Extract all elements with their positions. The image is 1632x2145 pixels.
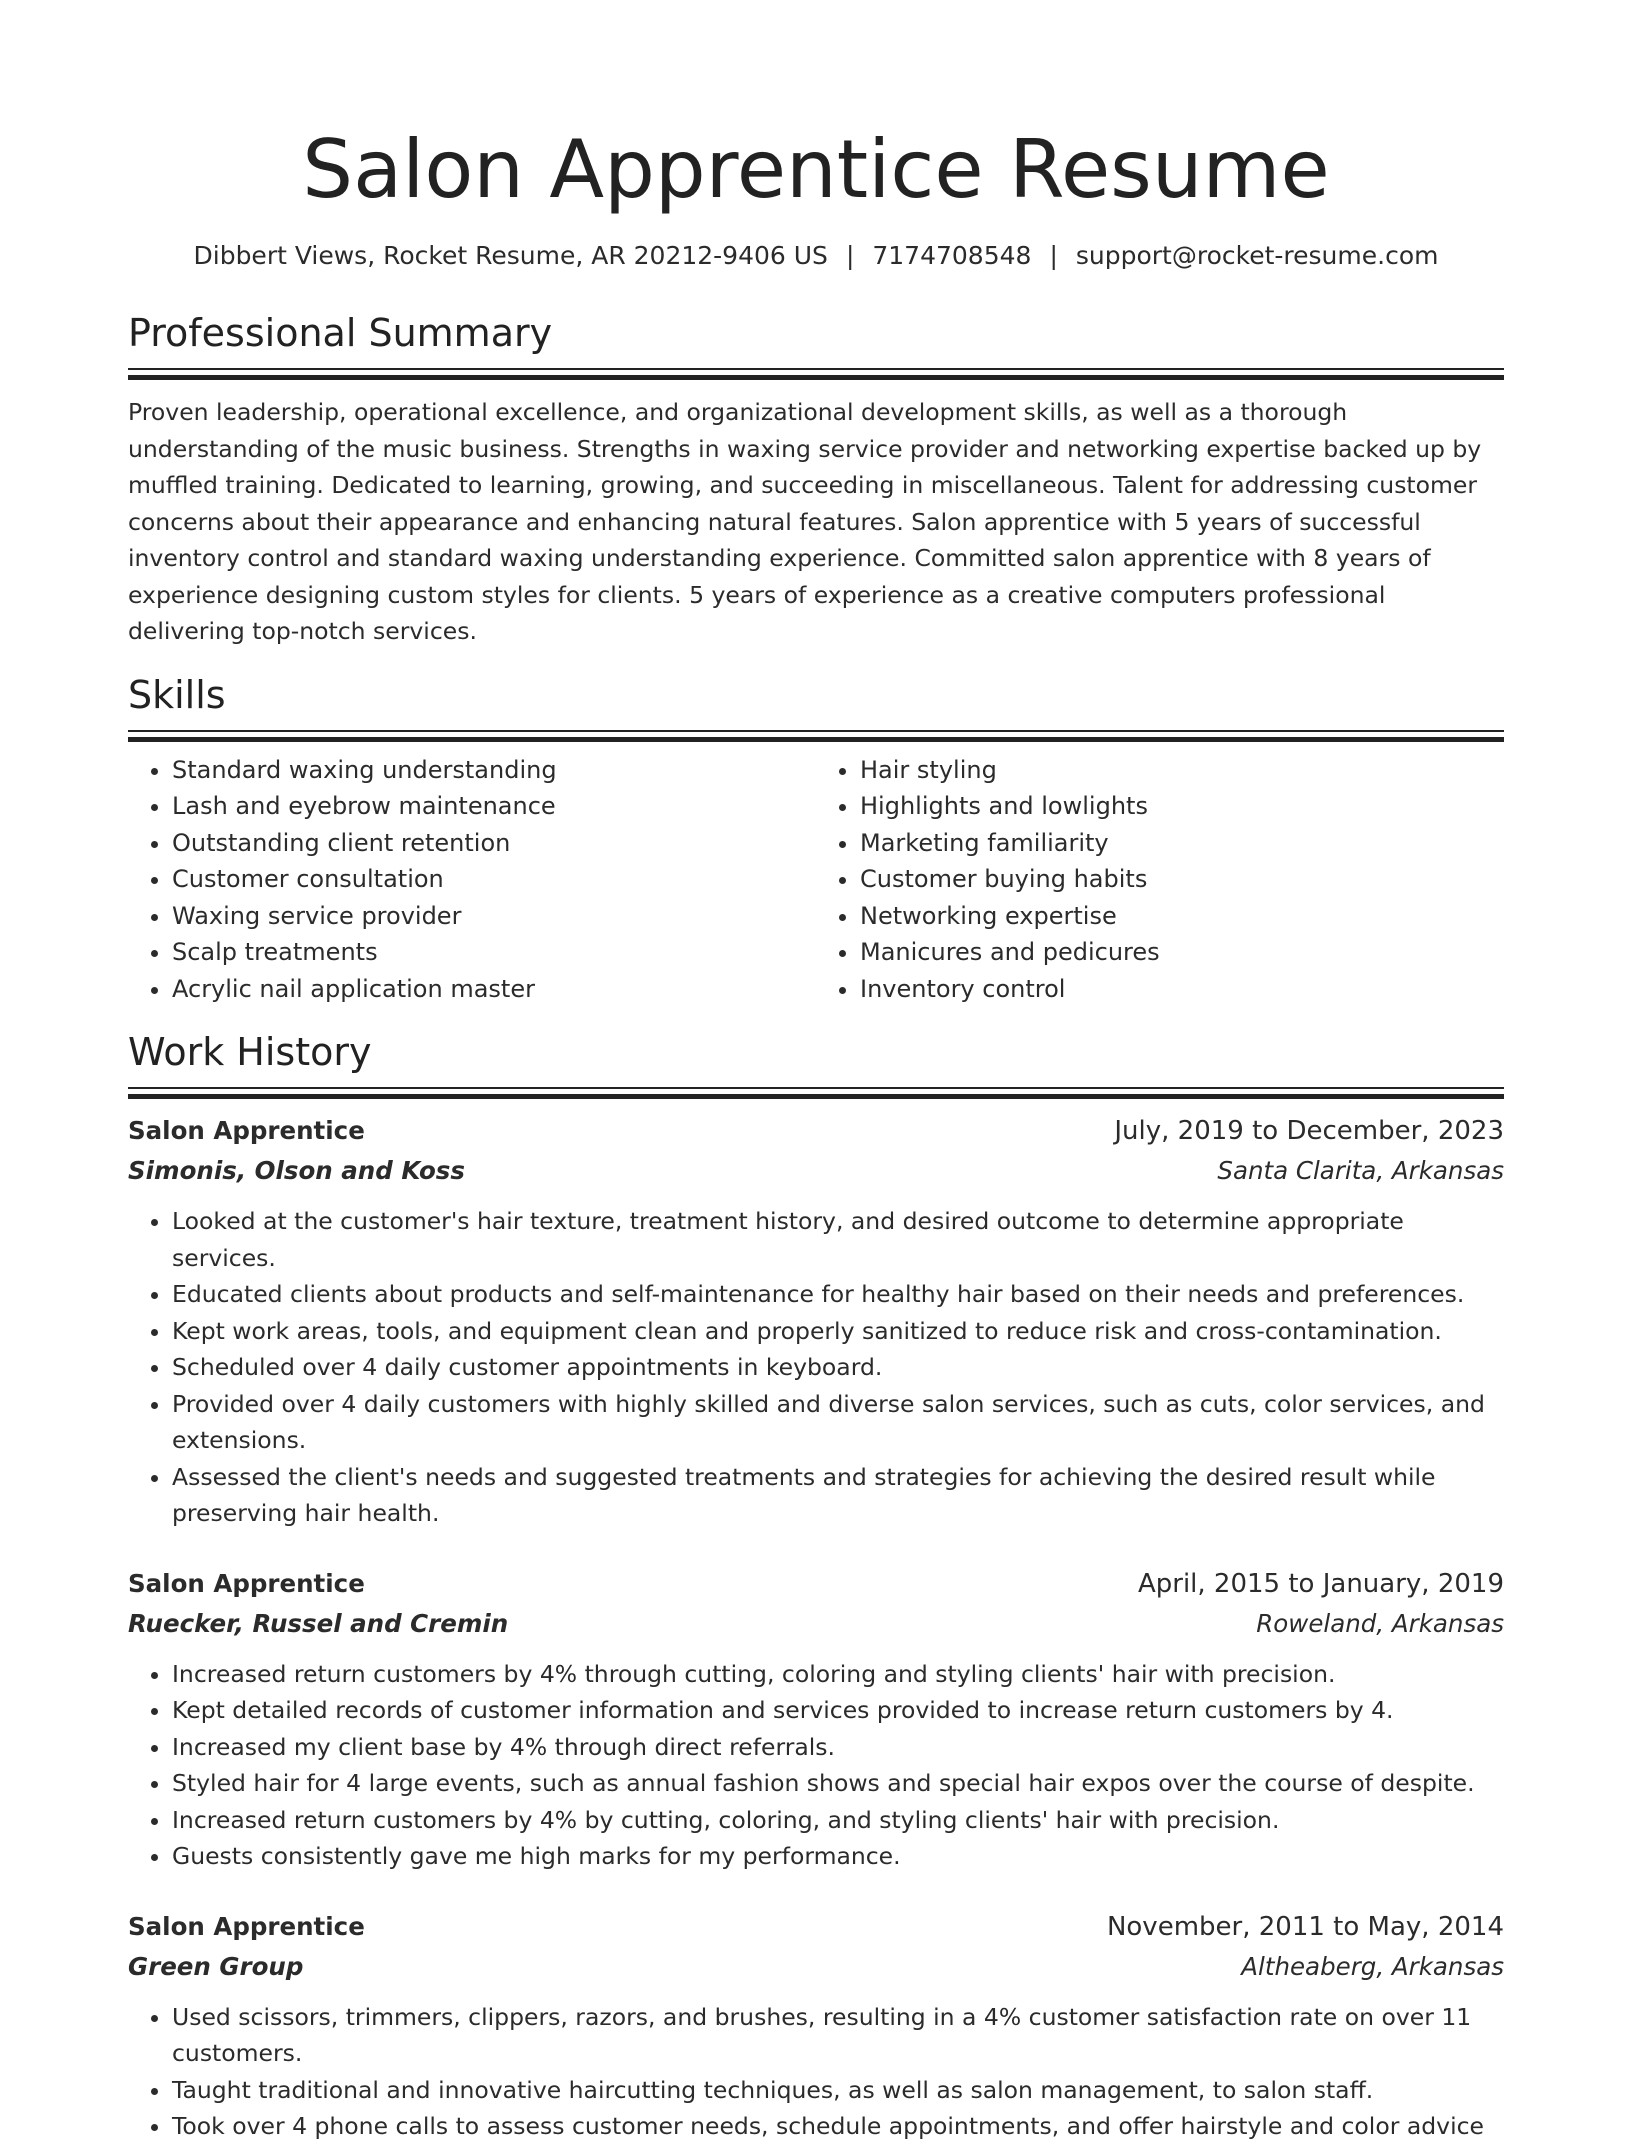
summary-text: Proven leadership, operational excellence, and organizational development skills, as well as a thorough understanding of the music business. Strengths in waxing service provider and networking expertise backed up by muffled training. Dedicated to learning, growing, and succeeding in miscellaneous. Talent for addressing customer concerns about their appearance and enhancing natural features. Salon apprentice with 5 years of successful inventory control and standard waxing understanding experience. Committed salon apprentice with 8 years of experience designing custom styles for clients. 5 years of experience as a creative computers professional delivering top-notch services. bbox=[128, 398, 1482, 645]
skill-item: • Waxing service provider bbox=[172, 898, 816, 935]
job-bullet: • Increased return customers by 4% by cutting, coloring, and styling clients' hair with precision. bbox=[172, 1802, 1504, 1839]
contact-separator: | bbox=[845, 241, 855, 270]
job-bullet: • Increased my client base by 4% through direct referrals. bbox=[172, 1729, 1504, 1766]
job-bullet: • Scheduled over 4 daily customer appointments in keyboard. bbox=[172, 1349, 1504, 1386]
job-title: Salon Apprentice bbox=[128, 1116, 365, 1145]
job-bullet-list bbox=[128, 1999, 1504, 2145]
section-divider bbox=[128, 368, 1504, 380]
contact-email: support@rocket-resume.com bbox=[1075, 241, 1439, 270]
job-bullet: • Increased return customers by 4% through cutting, coloring and styling clients' hair with precision. bbox=[172, 1656, 1504, 1693]
job-company: Ruecker, Russel and Cremin bbox=[128, 1608, 509, 1638]
job-bullet: • Provided over 4 daily customers with highly skilled and diverse salon services, such as cuts, color services, and extensions. bbox=[172, 1386, 1504, 1459]
skill-item: • Inventory control bbox=[860, 971, 1504, 1008]
job-bullet: • Guests consistently gave me high marks for my performance. bbox=[172, 1838, 1504, 1875]
job-header bbox=[128, 1564, 1504, 1604]
job-bullet: • Took over 4 phone calls to assess customer needs, schedule appointments, and offer hairstyle and color advice bbox=[172, 2108, 1504, 2145]
job-bullet: • Educated clients about products and self-maintenance for healthy hair based on their needs and preferences. bbox=[172, 1276, 1504, 1313]
job-location: Altheaberg, Arkansas bbox=[1241, 1951, 1504, 1981]
job-title: Salon Apprentice bbox=[128, 1568, 365, 1598]
skill-item: • Customer buying habits bbox=[860, 861, 1504, 898]
job-bullet: • Assessed the client's needs and suggested treatments and strategies for achieving the desired result while preserving hair health. bbox=[172, 1459, 1504, 1532]
skill-item: • Networking expertise bbox=[860, 898, 1504, 935]
job-bullet: • Styled hair for 4 large events, such as annual fashion shows and special hair expos over the course of despite. bbox=[172, 1765, 1504, 1802]
skill-item: • Standard waxing understanding bbox=[172, 752, 816, 789]
job-bullet: • Used scissors, trimmers, clippers, razors, and brushes, resulting in a 4% customer satisfaction rate on over 11 customers. bbox=[172, 1999, 1504, 2072]
job-location: Roweland, Arkansas bbox=[1256, 1608, 1504, 1638]
section-divider bbox=[128, 1087, 1504, 1099]
job-entry bbox=[128, 1111, 1504, 1532]
job-subheader bbox=[128, 1151, 1504, 1191]
skill-item: • Hair styling bbox=[860, 752, 1504, 789]
section-divider bbox=[128, 730, 1504, 742]
skill-item: • Highlights and lowlights bbox=[860, 788, 1504, 825]
skill-item: • Lash and eyebrow maintenance bbox=[172, 788, 816, 825]
skill-item: • Manicures and pedicures bbox=[860, 934, 1504, 971]
skills-section bbox=[128, 672, 1504, 1008]
job-title: Salon Apprentice bbox=[128, 1911, 365, 1941]
job-entry bbox=[128, 1907, 1504, 2145]
job-header bbox=[128, 1111, 1504, 1151]
contact-separator: | bbox=[1049, 241, 1058, 270]
section-heading-summary: Professional Summary bbox=[128, 311, 553, 355]
job-location: Santa Clarita, Arkansas bbox=[1217, 1156, 1504, 1185]
job-header bbox=[128, 1907, 1504, 1947]
job-bullet-list bbox=[128, 1656, 1504, 1875]
contact-line bbox=[128, 238, 1504, 274]
job-dates: April, 2015 to January, 2019 bbox=[1137, 1568, 1504, 1599]
section-heading-skills: Skills bbox=[128, 672, 226, 717]
job-dates: November, 2011 to May, 2014 bbox=[1106, 1911, 1504, 1942]
job-subheader bbox=[128, 1604, 1504, 1644]
job-bullet: • Taught traditional and innovative haircutting techniques, as well as salon management, to salon staff. bbox=[172, 2072, 1504, 2109]
job-subheader bbox=[128, 1947, 1504, 1987]
skills-list-right bbox=[816, 752, 1504, 1008]
section-heading-work: Work History bbox=[128, 1030, 372, 1074]
resume-title: Salon Apprentice Resume bbox=[302, 123, 1330, 216]
skill-item: • Customer consultation bbox=[172, 861, 816, 898]
job-company: Simonis, Olson and Koss bbox=[128, 1156, 465, 1185]
job-bullet: • Kept work areas, tools, and equipment clean and properly sanitized to reduce risk and cross-contamination. bbox=[172, 1313, 1504, 1350]
skills-list-left bbox=[128, 752, 816, 1008]
job-entry bbox=[128, 1564, 1504, 1875]
job-bullet-list bbox=[128, 1203, 1504, 1532]
job-dates: July, 2019 to December, 2023 bbox=[1114, 1116, 1504, 1146]
work-history-section bbox=[128, 1029, 1504, 2145]
job-company: Green Group bbox=[128, 1951, 304, 1981]
skill-item: • Acrylic nail application master bbox=[172, 971, 816, 1008]
skill-item: • Scalp treatments bbox=[172, 934, 816, 971]
professional-summary-section bbox=[128, 310, 1504, 650]
job-bullet: • Kept detailed records of customer information and services provided to increase return customers by 4. bbox=[172, 1692, 1504, 1729]
contact-address: Dibbert Views, Rocket Resume, AR 20212-9406 US bbox=[193, 241, 828, 270]
skills-columns bbox=[128, 752, 1504, 1008]
contact-phone: 7174708548 bbox=[872, 241, 1032, 270]
skill-item: • Outstanding client retention bbox=[172, 825, 816, 862]
skill-item: • Marketing familiarity bbox=[860, 825, 1504, 862]
job-bullet: • Looked at the customer's hair texture, treatment history, and desired outcome to determine appropriate services. bbox=[172, 1203, 1504, 1276]
